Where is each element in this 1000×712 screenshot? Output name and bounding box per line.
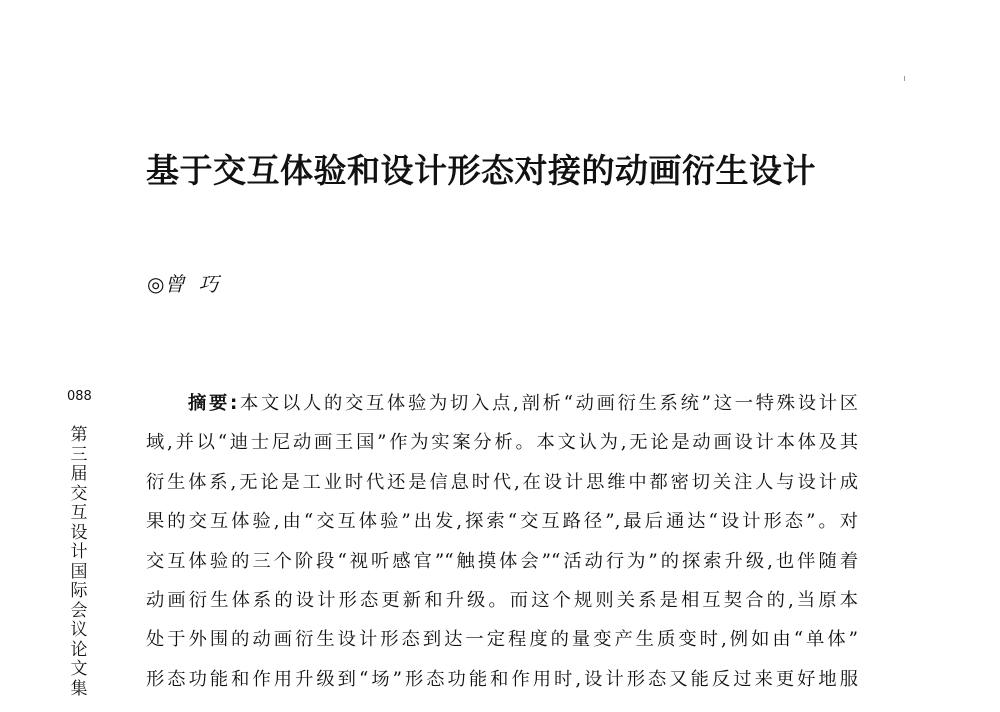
abstract-line	[146, 384, 858, 423]
abstract-line: 衍生体系,无论是工业时代还是信息时代,在设计思维中都密切关注人与设计成	[146, 471, 858, 493]
paper-title: 基于交互体验和设计形态对接的动画衍生设计	[146, 151, 816, 190]
abstract	[146, 384, 858, 712]
running-title: 第三届交互设计国际会议论文集	[70, 425, 88, 699]
abstract-label: 摘要:	[188, 393, 238, 414]
author-mark: ◎	[147, 272, 165, 296]
abstract-line: 动画衍生体系的设计形态更新和升级。而这个规则关系是相互契合的,当原本	[146, 589, 858, 611]
scan-speck	[904, 76, 905, 81]
page-number: 088	[67, 389, 92, 404]
abstract-line: 交互体验的三个阶段“视听感官”“触摸体会”“活动行为”的探索升级,也伴随着	[146, 550, 858, 572]
abstract-line: 域,并以“迪士尼动画王国”作为实案分析。本文认为,无论是动画设计本体及其	[146, 432, 858, 454]
author-line	[147, 268, 232, 297]
abstract-line: 处于外围的动画衍生设计形态到达一定程度的量变产生质变时,例如由“单体”	[146, 629, 858, 651]
abstract-line: 形态功能和作用升级到“场”形态功能和作用时,设计形态又能反过来更好地服	[146, 668, 858, 690]
abstract-line: 果的交互体验,由“交互体验”出发,探索“交互路径”,最后通达“设计形态”。对	[146, 511, 858, 533]
abstract-text: 本文以人的交互体验为切入点,剖析“动画衍生系统”这一特殊设计区	[237, 393, 858, 414]
author-name: 曾巧	[164, 272, 233, 296]
